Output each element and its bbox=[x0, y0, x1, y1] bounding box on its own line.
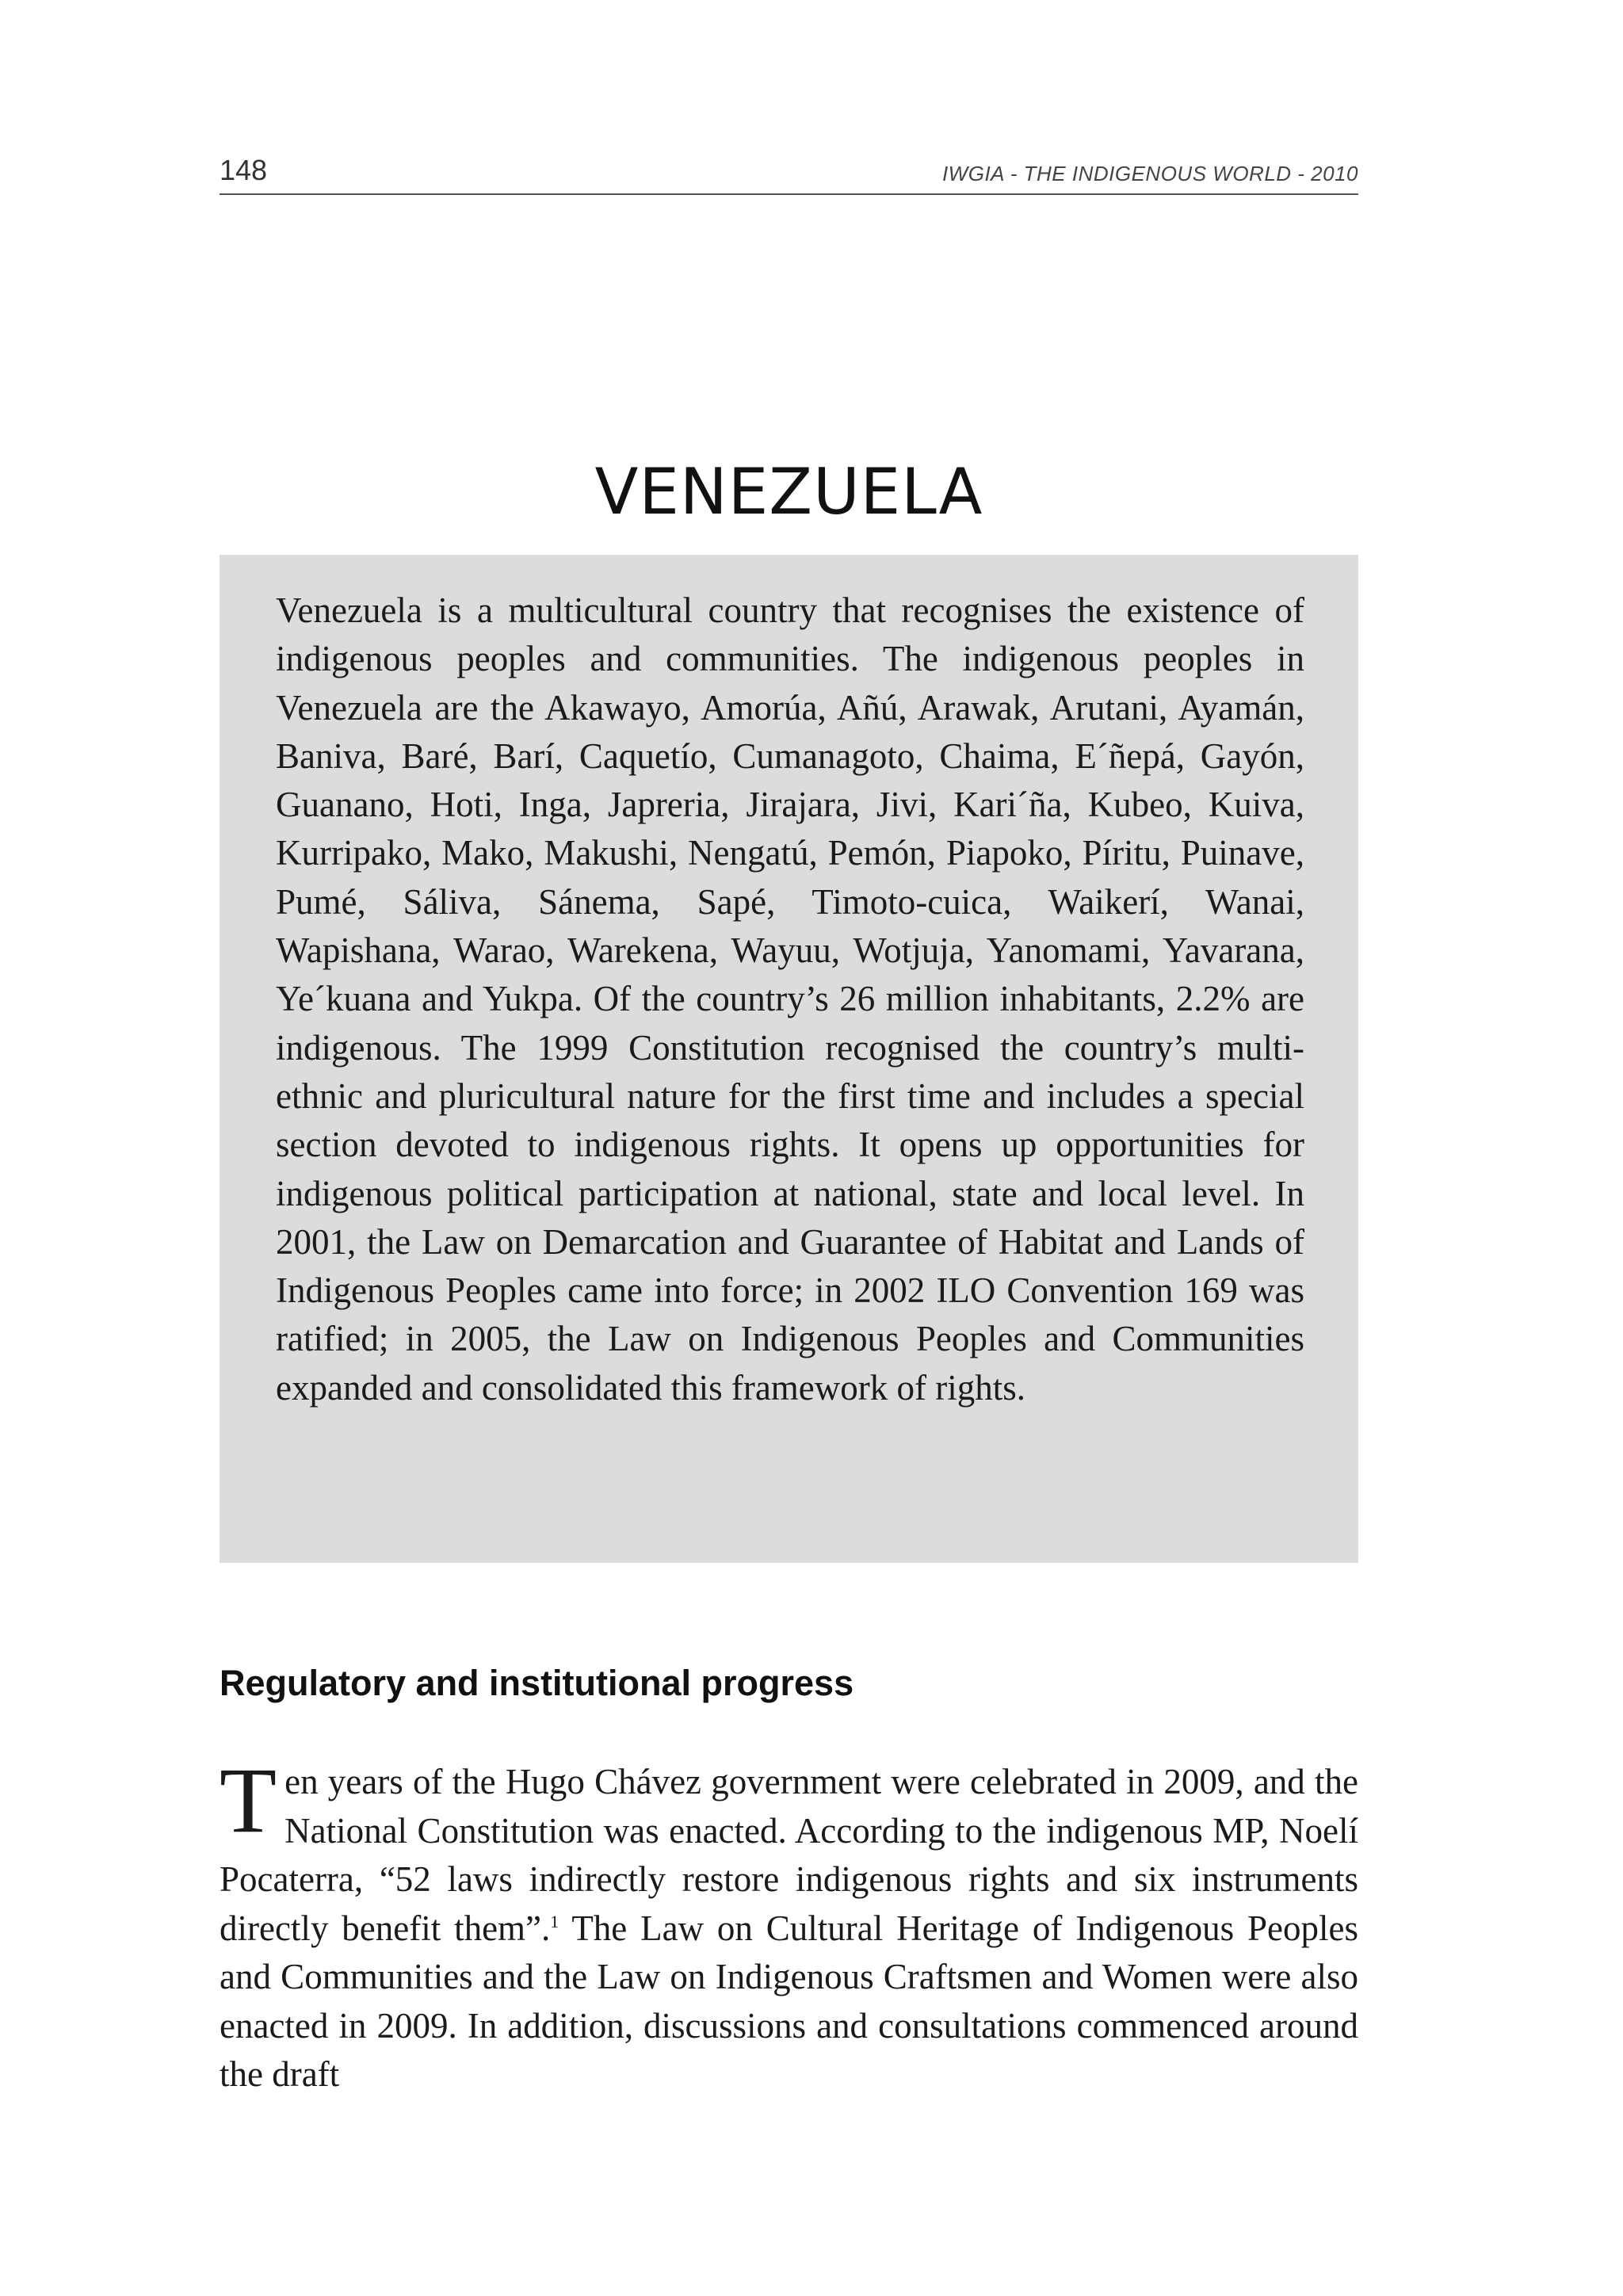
summary-box bbox=[220, 555, 1358, 1563]
running-head: IWGIA - THE INDIGENOUS WORLD - 2010 bbox=[941, 162, 1358, 185]
body-paragraph bbox=[220, 1748, 1358, 2099]
page-number: 148 bbox=[220, 154, 268, 186]
footnote-reference[interactable]: 1 bbox=[550, 1911, 559, 1931]
page-header bbox=[220, 149, 1358, 195]
drop-cap: T bbox=[220, 1748, 277, 1852]
section-heading: Regulatory and institutional progress bbox=[220, 1663, 854, 1703]
paragraph-text-part1: en years of the Hugo Chávez government were celebrated in 2009, and the National Constitution was enacted. According to the indigenous MP, Noelí Pocaterra, “52 laws indirectly restore indigenous rights and six instruments directly benefit them”. bbox=[220, 1762, 1358, 1948]
paragraph-text-part2: The Law on Cultural Heritage of Indigenous Peoples and Communities and the Law on Indigenous Craftsmen and Women were also enacted in 2009. In addition, discussions and consultations commenced around the draft bbox=[220, 1908, 1358, 2094]
chapter-title: VENEZUELA bbox=[594, 454, 983, 529]
summary-text: Venezuela is a multicultural country that recognises the existence of indigenous peoples and communities. The indigenous peoples in Venezuela are the Akawayo, Amorúa, Añú, Arawak, Arutani, Ayamán, Baniva, Baré, Barí, Caquetío, Cumanagoto, Chaima, E´ñepá, Gayón, Guanano, Hoti, Inga, Japreria, Jirajara, Jivi, Kari´ña, Kubeo, Kuiva, Kurripako, Mako, Makushi, Nengatú, Pemón, Piapoko, Píritu, Puinave, Pumé, Sáliva, Sánema, Sapé, Timoto-cuica, Waikerí, Wanai, Wapishana, Warao, Warekena, Wayuu, Wotjuja, Yanomami, Yavarana, Ye´kuana and Yukpa. Of the country’s 26 million inhabitants, 2.2% are indigenous. The 1999 Constitution recognised the country’s multi-ethnic and pluricultural nature for the first time and includes a special section devoted to indigenous rights. It opens up opportunities for indigenous political participation at national, state and local level. In 2001, the Law on Demarcation and Guarantee of Habitat and Lands of Indigenous Peoples came into force; in 2002 ILO Convention 169 was ratified; in 2005, the Law on Indigenous Peoples and Communities expanded and consolidated this framework of rights. bbox=[276, 590, 1304, 1408]
